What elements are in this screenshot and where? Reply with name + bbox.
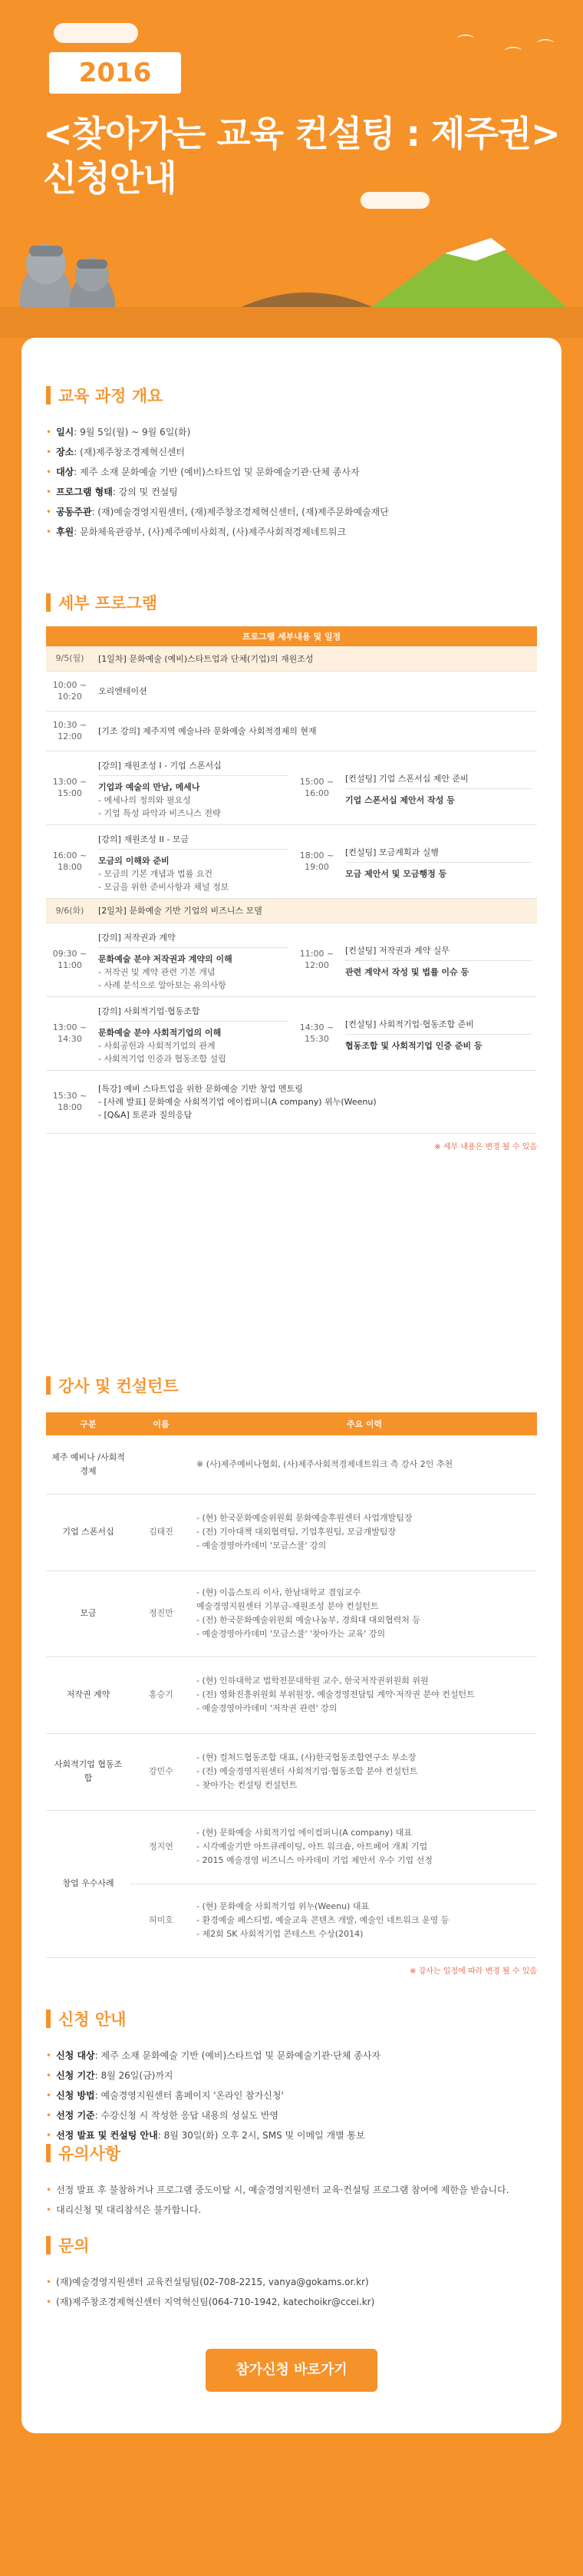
section-heading: 유의사항 <box>46 2142 537 2165</box>
program-table <box>46 626 537 1134</box>
program-section <box>46 591 537 1151</box>
list-item: • 신청 방법: 예술경영지원센터 홈페이지 '온라인 참가신청' <box>46 2090 284 2101</box>
apply-button[interactable]: 참가신청 바로가기 <box>206 2349 377 2392</box>
day-row: 9/5(월) [1일차] 문화예술 (예비)스타트업과 단체(기업)의 재원조성 <box>46 646 537 671</box>
seagull-icon: ⌒ <box>537 39 555 58</box>
list-item: • 선정 발표 및 컨설팅 안내: 8월 30일(화) 오후 2시, SMS 및 이메일 개별 통보 <box>46 2130 365 2141</box>
section-heading: 신청 안내 <box>46 2007 537 2030</box>
day-row: 9/6(화) [2일차] 문화예술 기반 기업의 비즈니스 모델 <box>46 898 537 923</box>
seagull-icon: ⌒ <box>505 47 522 66</box>
section-heading: 교육 과정 개요 <box>46 384 537 407</box>
list-item: • 대상: 제주 소재 문화예술 기반 (예비)스타트업 및 문화예술기관·단체 종사자 <box>46 467 360 477</box>
table-title: 프로그램 세부내용 및 일정 <box>46 626 537 646</box>
course-overview-section <box>46 384 537 542</box>
table-row: 기업 스폰서십 김태진 - (현) 한국문화예술위원회 문화예술후원센터 사업개발팀장 - (전) 기아대책 대외협력팀, 기업후원팀, 모금개발팀장 - 예술경영아카데미 '모금스쿨' 강의 <box>46 1494 537 1570</box>
program-note: ※ 세부 내용은 변경 될 수 있음 <box>434 1142 537 1151</box>
cloud-decoration <box>361 192 430 209</box>
table-row: 13:00 ~ 15:00 [강의] 재원조성 I - 기업 스폰서십 기업과 예술의 만남, 메세나 - 메세나의 정의와 필요성 - 기업 특성 파악과 비즈니스 전략 15:00 ~ 16:00 [컨설팅] 기업 스폰서십 제안 준비 기업 스폰서십 제안서 작성 등 <box>46 751 537 824</box>
ground-strip <box>0 307 583 338</box>
page-title: <찾아가는 교육 컨설팅 : 제주권> <box>43 113 560 154</box>
heading-bar-icon <box>46 2010 51 2028</box>
list-item: • 신청 대상: 제주 소재 문화예술 기반 (예비)스타트업 및 문화예술기관·단체 종사자 <box>46 2050 380 2061</box>
heading-bar-icon <box>46 593 51 612</box>
section-heading: 문의 <box>46 2234 537 2257</box>
table-row: 10:00 ~ 10:20 오리엔테이션 <box>46 671 537 711</box>
heading-bar-icon <box>46 386 51 405</box>
cloud-decoration <box>54 23 138 43</box>
course-info-list <box>46 422 537 542</box>
list-item: • 선정 기준: 수강신청 시 작성한 응답 내용의 성실도 반영 <box>46 2110 279 2121</box>
list-item: • (재)제주창조경제혁신센터 지역혁신팀(064-710-1942, katechoikr@ccei.kr) <box>46 2297 375 2307</box>
page-subtitle: 신청안내 <box>43 157 176 199</box>
heading-bar-icon <box>46 2144 51 2162</box>
table-row: 저작권 계약 홍승기 - (현) 인하대학교 법학전문대학원 교수, 한국저작권위원회 위원 - (전) 영화진흥위원회 부위원장, 예술경영전담팀 계약·저작권 분야 컨설턴트 - 예술경영아카데미 '저작권 관련' 강의 <box>46 1656 537 1733</box>
table-row: 창업 우수사례 정지연 - (현) 문화예술 사회적기업 에이컴퍼니(A company) 대표 - 시각예술기반 아트큐레이팅, 아트 워크숍, 아트페어 개최 기업 - 2015 예술경영 비즈니스 아카데미 기업 제안서 우수 기업 선정 <box>46 1810 537 1884</box>
heading-bar-icon <box>46 2236 51 2254</box>
table-row: 13:00 ~ 14:30 [강의] 사회적기업·협동조합 문화예술 분야 사회적기업의 이해 - 사회공헌과 사회적기업의 관계 - 사회적기업 인증과 협동조합 설립 14:30 ~ 15:30 [컨설팅] 사회적기업·협동조합 준비 협동조합 및 사회적기업 인증 준비 등 <box>46 996 537 1070</box>
apply-section <box>46 2007 537 2145</box>
caution-list <box>46 2180 537 2220</box>
table-row: 제주 예비나 /사회적경제 ※ (사)제주예비나협회, (사)제주사회적경제네트워크 측 강사 2인 추천 <box>46 1435 537 1494</box>
lecturers-note: ※ 강사는 일정에 따라 변경 될 수 있음 <box>410 1967 537 1976</box>
section-heading: 세부 프로그램 <box>46 591 537 614</box>
table-row: 10:30 ~ 12:00 [기조 강의] 제주지역 예술나라 문화예술 사회적경제의 현재 <box>46 711 537 751</box>
lecturers-table: 구분 이름 주요 이력 제주 예비나 /사회적경제 ※ (사)제주예비나협회, (사)제주사회적경제네트워크 측 강사 2인 추천 기업 스폰서십 김태진 - (현) 한국문화예술위원회 문화예술후원센터 사업개발팀장 - (전) 기아대책 대외협력팀, 기업후원팀, 모금개발팀장 - 예술경영아카데미 '모금스쿨' 강의 모금 정진만 - (현) 이음스토리 이사, 한남대학교 겸임교수 예술경영지원센터 기부금-재원조성 분야 컨설턴트 - (전) 한국문화예술위원회 예술나눔부, 경희대 대외협력처 등 - 예술경영아카데미 '모금스쿨' '찾아가는 교육' 강의 저작권 계약 홍승기 - (현) 인하대학교 법학전문대학원 교수, 한국저작권위원회 위원 - (전) 영화진흥위원회 부위원장, 예술경영전담팀 계약·저작권 분야 컨설턴트 - 예술경영아카데미 '저작권 관련' 강의 사회적기업 협동조합 강민수 - (현) 컬쳐드협동조합 대표, (사)한국협동조합연구소 부소장 - (전) 예술경영지원센터 사회적기업·협동조합 분야 컨설턴트 - 찾아가는 컨설팅 컨설턴트 창업 우수사례 정지연 - (현) 문화예술 사회적기업 에이컴퍼니(A company) 대표 - 시각예술기반 아트큐레이팅, 아트 워크숍, 아트페어 개최 기업 - 2015 예술경영 비즈니스 아카데미 기업 제안서 우수 기업 선정 허미호 - (현) 문화예술 사회적기업 위누(Weenu) 대표 - 환경예술 페스티벌, 예술교육 콘텐츠 개발, 예술인 네트워크 운영 등 - 제2회 SK 사회적기업 콘테스트 수상(2014) <box>46 1412 537 1958</box>
table-row: 09:30 ~ 11:00 [강의] 저작권과 계약 문화예술 분야 저작권과 계약의 이해 - 저작권 및 계약 관련 기본 개념 - 사례 분석으로 알아보는 유의사항 11:00 ~ 12:00 [컨설팅] 저작권과 계약 실무 관련 계약서 작성 및 법률 이슈 등 <box>46 923 537 996</box>
table-row: 모금 정진만 - (현) 이음스토리 이사, 한남대학교 겸임교수 예술경영지원센터 기부금-재원조성 분야 컨설턴트 - (전) 한국문화예술위원회 예술나눔부, 경희대 대외협력처 등 - 예술경영아카데미 '모금스쿨' '찾아가는 교육' 강의 <box>46 1570 537 1656</box>
table-row: 15:30 ~ 18:00 [특강] 예비 스타트업을 위한 문화예술 기반 창업 멘토링 - [사례 발표] 문화예술 사회적기업 에이컴퍼니(A company) 위누(Weenu) - [Q&A] 토론과 질의응답 <box>46 1070 537 1133</box>
lecturers-section <box>46 1374 537 1976</box>
list-item: • 후원: 문화체육관광부, (사)제주예비사회적, (사)제주사회적경제네트워크 <box>46 527 347 537</box>
seagull-icon: ⌒ <box>457 35 475 54</box>
content-card <box>21 338 562 2433</box>
contact-section <box>46 2234 537 2312</box>
list-item: • 신청 기간: 8월 26일(금)까지 <box>46 2070 173 2081</box>
caution-section <box>46 2142 537 2220</box>
hero-header <box>0 0 583 338</box>
table-row: 허미호 - (현) 문화예술 사회적기업 위누(Weenu) 대표 - 환경예술 페스티벌, 예술교육 콘텐츠 개발, 예술인 네트워크 운영 등 - 제2회 SK 사회적기업 콘테스트 수상(2014) <box>46 1884 537 1957</box>
heading-bar-icon <box>46 1376 51 1395</box>
list-item: • 프로그램 형태: 강의 및 컨설팅 <box>46 487 178 497</box>
year-badge: 2016 <box>49 52 181 94</box>
apply-info-list <box>46 2046 537 2145</box>
list-item: • (재)예술경영지원센터 교육컨설팅팀(02-708-2215, vanya@gokams.or.kr) <box>46 2277 369 2287</box>
list-item: • 일시: 9월 5일(월) ~ 9월 6일(화) <box>46 427 191 438</box>
table-row: 사회적기업 협동조합 강민수 - (현) 컬쳐드협동조합 대표, (사)한국협동조합연구소 부소장 - (전) 예술경영지원센터 사회적기업·협동조합 분야 컨설턴트 - 찾아가는 컨설팅 컨설턴트 <box>46 1733 537 1810</box>
list-item: • 장소: (재)제주창조경제혁신센터 <box>46 447 185 457</box>
list-item: • 대리신청 및 대리참석은 불가합니다. <box>46 2204 202 2215</box>
list-item: • 공동주관: (재)예술경영지원센터, (재)제주창조경제혁신센터, (재)제주문화예술재단 <box>46 507 389 517</box>
contact-list <box>46 2272 537 2312</box>
table-row: 16:00 ~ 18:00 [강의] 재원조성 II - 모금 모금의 이해와 준비 - 모금의 기본 개념과 법률 요건 - 모금을 위한 준비사항과 채널 정보 18:00 ~ 19:00 [컨설팅] 모금계획과 실행 모금 제안서 및 모금행정 등 <box>46 824 537 898</box>
list-item: • 선정 발표 후 불참하거나 프로그램 중도이탈 시, 예술경영지원센터 교육·컨설팅 프로그램 참여에 제한을 받습니다. <box>46 2185 509 2195</box>
section-heading: 강사 및 컨설턴트 <box>46 1374 537 1397</box>
